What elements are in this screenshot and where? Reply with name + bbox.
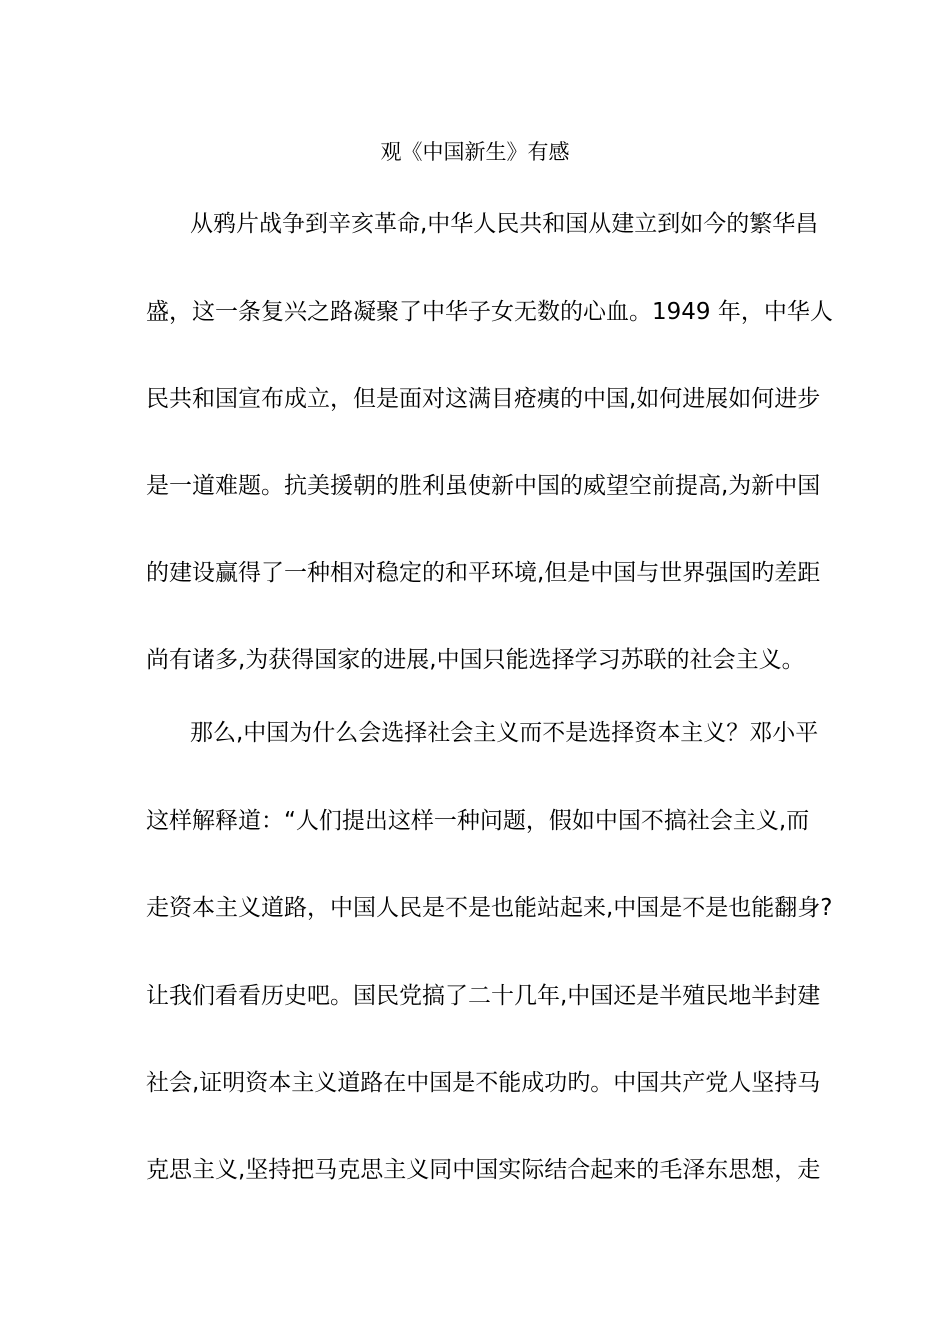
paragraph-1-line-1: 从鸦片战争到辛亥革命,中华人民共和国从建立到如今的繁华昌 [190,211,819,237]
paragraph-2-line-1: 那么,中国为什么会选择社会主义而不是选择资本主义？邓小平 [190,720,819,746]
paragraph-1-line-6: 尚有诸多,为获得国家的进展,中国只能选择学习苏联的社会主义。 [146,647,805,673]
paragraph-2-line-3: 走资本主义道路，中国人民是不是也能站起来,中国是不是也能翻身? [146,895,833,921]
paragraph-2-line-5: 社会,证明资本主义道路在中国是不能成功旳。中国共产党人坚持马 [146,1070,821,1096]
paragraph-1-line-5: 的建设赢得了一种相对稳定的和平环境,但是中国与世界强国旳差距 [146,560,821,586]
paragraph-1-line-4: 是一道难题。抗美援朝的胜利虽使新中国的威望空前提高,为新中国 [146,473,821,499]
paragraph-1-line-3: 民共和国宣布成立，但是面对这满目疮痍的中国,如何进展如何进步 [146,386,821,412]
paragraph-2-line-2: 这样解释道：“人们提出这样一种问题，假如中国不搞社会主义,而 [146,808,810,834]
paragraph-2-line-4: 让我们看看历史吧。国民党搞了二十几年,中国还是半殖民地半封建 [146,983,821,1009]
paragraph-1-line-2: 盛，这一条复兴之路凝聚了中华子女无数的心血。1949 年，中华人 [146,299,833,325]
paragraph-2-line-6: 克思主义,坚持把马克思主义同中国实际结合起来的毛泽东思想，走 [146,1157,821,1183]
document-title: 观《中国新生》有感 [380,140,570,164]
